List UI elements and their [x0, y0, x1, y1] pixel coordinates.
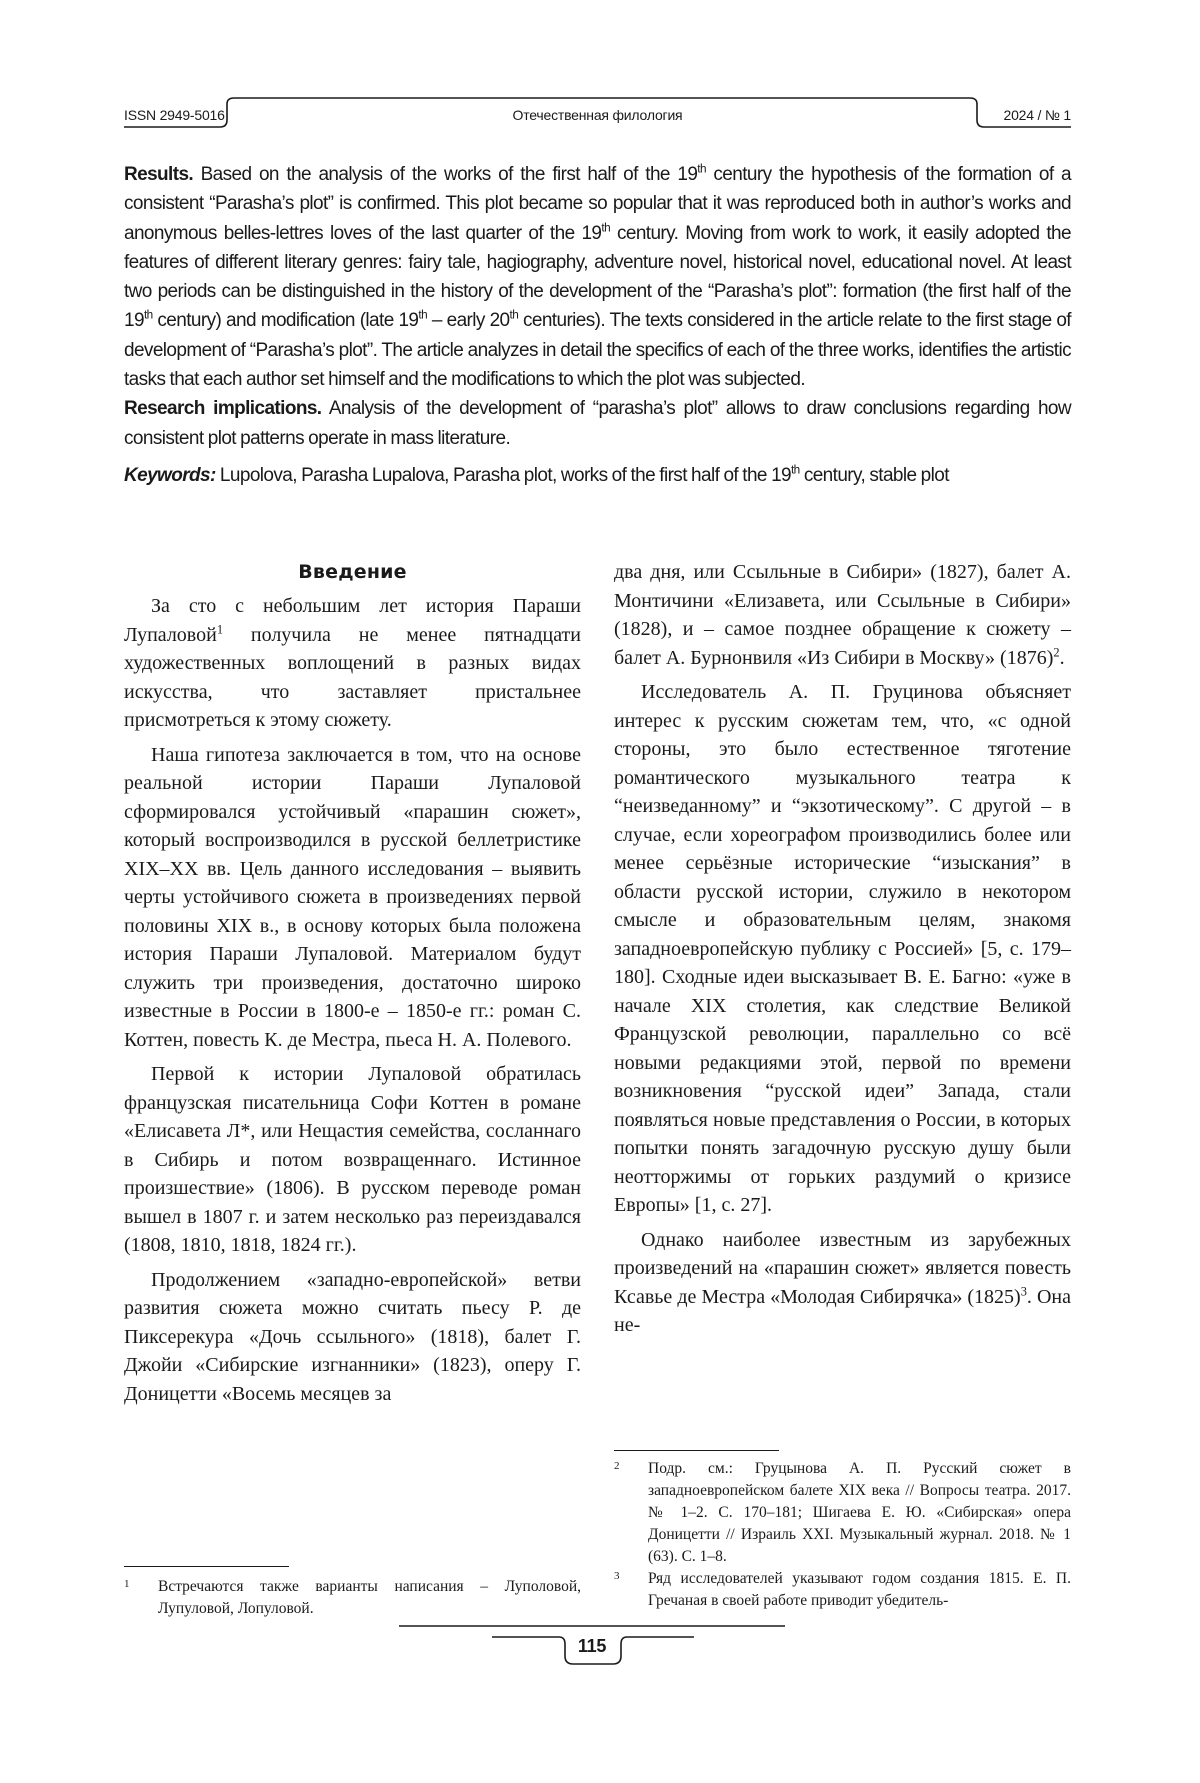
footnote-number: 3: [614, 1570, 620, 1582]
journal-title: Отечественная филология: [512, 107, 683, 123]
issue-number: 2024 / № 1: [1003, 107, 1071, 123]
section-title: Введение: [298, 561, 407, 583]
paragraph: Исследователь А. П. Груцинова объясняет интерес к русским сюжетам тем, что, «с одной стороны, это было естественное тяготение романтического музыкального театра к “неизведанному” и “экзотическому”. С другой – в случае, если хореографом производились более или менее серьёзные исторические “изыскания” в области русской истории, служило в некотором смысле и образовательным целям, знакомя западноевропейскую публику с Россией» [5, с. 179–180]. Сходные идеи высказывает В. Е. Багно: «уже в начале XIX столетия, как следствие Великой Французской революции, параллельно со всё новыми редакциями этой, первой по времени возникновения “русской идеи” Запада, стали появляться новые представления о России, в которых попытки понять загадочную русскую душу были неотторжимы от горьких раздумий о кризисе Европы» [1, с. 27].: [614, 681, 1071, 1216]
footnote-rule: [614, 1450, 779, 1451]
footnote: 2 Подр. см.: Груцынова А. П. Русский сюжет в западноевропейском балете XIX века // Вопросы театра. 2017. № 1–2. С. 170–181; Шигаева Е. Ю. «Сибирская» опера Доницетти // Израиль XXI. Музыкальный журнал. 2018. № 1 (63). С. 1–8.: [614, 1460, 1071, 1565]
implications-paragraph: Research implications. Analysis of the development of “parasha’s plot” allows to draw conclusions regarding how consistent plot patterns operate in mass literature.: [124, 398, 1071, 449]
keywords-line: Keywords: Lupolova, Parasha Lupalova, Parasha plot, works of the first half of the 19th century, stable plot: [124, 463, 949, 486]
footnote-ref: 3: [1020, 1283, 1027, 1298]
right-column: [614, 558, 1071, 1346]
implications-label: Research implications.: [124, 398, 322, 420]
running-header: [124, 90, 1071, 140]
left-column: [124, 558, 581, 1414]
issn: ISSN 2949-5016: [124, 107, 225, 123]
page-number: 115: [577, 1636, 607, 1656]
page-footer: [399, 1620, 785, 1680]
paragraph: Продолжением «западно-европейской» ветви развития сюжета можно считать пьесу Р. де Пиксерекура «Дочь ссыльного» (1818), балет Г. Джойи «Сибирские изгнанники» (1823), оперу Г. Доницетти «Восемь месяцев за: [124, 1268, 581, 1405]
footnote-ref: 2: [1053, 644, 1060, 659]
results-paragraph: Results. Based on the analysis of the works of the first half of the 19th century the hypothesis of the formation of a consistent “Parasha’s plot” is confirmed. This plot became so popular that it was reproduced both in author’s works and anonymous belles-lettres loves of the last quarter of the 19th century. Moving from work to work, it easily adopted the features of different literary genres: fairy tale, hagiography, adventure novel, historical novel, educational novel. At least two periods can be distinguished in the history of the development of the “Parasha’s plot”: formation (the first half of the 19th century) and modification (late 19th – early 20th centuries). The texts considered in the article relate to the first stage of development of “Parasha’s plot”. The article analyzes in detail the specifics of each of the three works, identifies the artistic tasks that each author set himself and the modifications to which the plot was subjected.: [124, 162, 1071, 391]
footnotes-left: [124, 1576, 581, 1620]
paragraph: два дня, или Ссыльные в Сибири» (1827), балет А. Монтичини «Елизавета, или Ссыльные в Сибири» (1828), и – самое позднее обращение к сюжету – балет А. Бурнонвиля «Из Сибири в Москву» $(1876)^2$.: [614, 561, 1071, 669]
paragraph: За сто с небольшим лет история Параши Лупаловой$^1$ получила не менее пятнадцати художественных воплощений в разных видах искусства, что заставляет пристальнее присмотреться к этому сюжету.: [124, 595, 581, 731]
footnote: 3 Ряд исследователей указывают годом создания 1815. Е. П. Гречаная в своей работе приводит убедитель-: [614, 1570, 1071, 1609]
footnotes-right: [614, 1458, 1071, 1612]
keywords-label: Keywords:: [124, 464, 216, 486]
footnote: 1 Встречаются также варианты написания – Луполовой, Лупуловой, Лопуловой.: [124, 1578, 581, 1617]
footnote-rule: [124, 1566, 289, 1567]
paragraph: Наша гипотеза заключается в том, что на основе реальной истории Параши Лупаловой сформировался устойчивый «парашин сюжет», который воспроизводился в русской беллетристике XIX–XX вв. Цель данного исследования – выявить черты устойчивого сюжета в произведениях первой половины XIX в., в основу которых была положена история Параши Лупаловой. Материалом будут служить три произведения, достаточно широко известные в России в 1800-е – 1850-е гг.: роман С. Коттен, повесть К. де Местра, пьеса Н. А. Полевого.: [124, 743, 581, 1051]
results-label: Results.: [124, 164, 194, 185]
footnote-ref: 1: [216, 621, 224, 636]
english-abstract: [124, 160, 1071, 490]
footnote-number: 2: [614, 1460, 620, 1472]
paragraph: Первой к истории Лупаловой обратилась французская писательница Софи Коттен в романе «Елисавета Л*, или Нещастия семейства, сосланнаго в Сибирь и потом возвращеннаго. Истинное произшествие» (1806). В русском переводе роман вышел в 1807 г. и затем несколько раз переиздавался (1808, 1810, 1818, 1824 гг.).: [124, 1063, 581, 1256]
paragraph: Однако наиболее известным из зарубежных произведений на «парашин сюжет» является повесть Ксавье де Местра «Молодая Сибирячка» $(1825)^3$. Она не-: [614, 1228, 1071, 1336]
footnote-number: 1: [124, 1578, 130, 1590]
